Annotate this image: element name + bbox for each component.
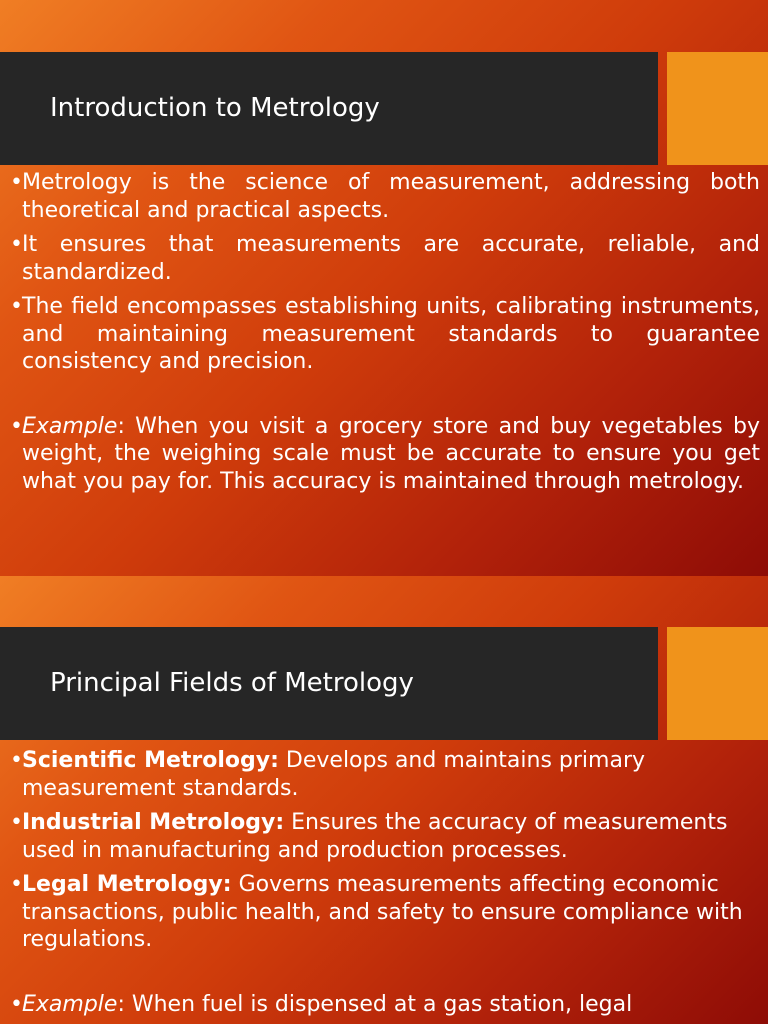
- bullet-marker: •: [10, 810, 23, 835]
- example-item: [10, 413, 760, 496]
- slide-body: [10, 747, 760, 1024]
- field-term: Legal Metrology:: [22, 872, 232, 897]
- bullet-item: [10, 231, 760, 286]
- slide-body: [10, 169, 760, 502]
- field-item: [10, 871, 760, 954]
- bullet-marker: •: [10, 413, 23, 439]
- bullet-text: It ensures that measurements are accurate, reliable, and standardized.: [22, 232, 760, 285]
- bullet-item: [10, 169, 760, 224]
- accent-box: [667, 627, 768, 740]
- accent-box: [667, 52, 768, 165]
- bullet-marker: •: [10, 748, 23, 773]
- bullet-marker: •: [10, 232, 23, 257]
- bullet-text: Metrology is the science of measurement, addressing both theoretical and practical aspects.: [22, 170, 760, 223]
- field-item: [10, 747, 760, 802]
- field-desc: Governs measurements affecting economic transactions, public health, and safety to ensure compliance with regulations.: [22, 872, 743, 952]
- example-text: : When fuel is dispensed at a gas station, legal: [117, 991, 633, 1017]
- example-text: : When you visit a grocery store and buy vegetables by weight, the weighing scale must be accurate to ensure you get what you pay for. This accuracy is maintained through metrology.: [22, 413, 760, 494]
- bullet-marker: •: [10, 170, 23, 195]
- title-bar: [0, 627, 658, 740]
- slide-principal-fields: [0, 576, 768, 1024]
- field-desc: Develops and maintains primary measurement standards.: [22, 748, 646, 801]
- bullet-marker: •: [10, 294, 23, 319]
- bullet-marker: •: [10, 991, 23, 1017]
- slide-title: Principal Fields of Metrology: [50, 668, 414, 698]
- title-bar: [0, 52, 658, 165]
- example-item: [10, 991, 760, 1019]
- bullet-marker: •: [10, 872, 23, 897]
- bullet-text: The field encompasses establishing units, calibrating instruments, and maintaining measurement standards to guarantee consistency and precision.: [22, 294, 760, 374]
- slide-title: Introduction to Metrology: [50, 93, 380, 123]
- field-term: Industrial Metrology:: [22, 810, 285, 835]
- field-desc: Ensures the accuracy of measurements used in manufacturing and production processes.: [22, 810, 728, 863]
- field-term: Scientific Metrology:: [22, 748, 279, 773]
- field-item: [10, 809, 760, 864]
- example-label: Example: [22, 991, 118, 1017]
- bullet-item: [10, 293, 760, 376]
- example-label: Example: [22, 413, 118, 439]
